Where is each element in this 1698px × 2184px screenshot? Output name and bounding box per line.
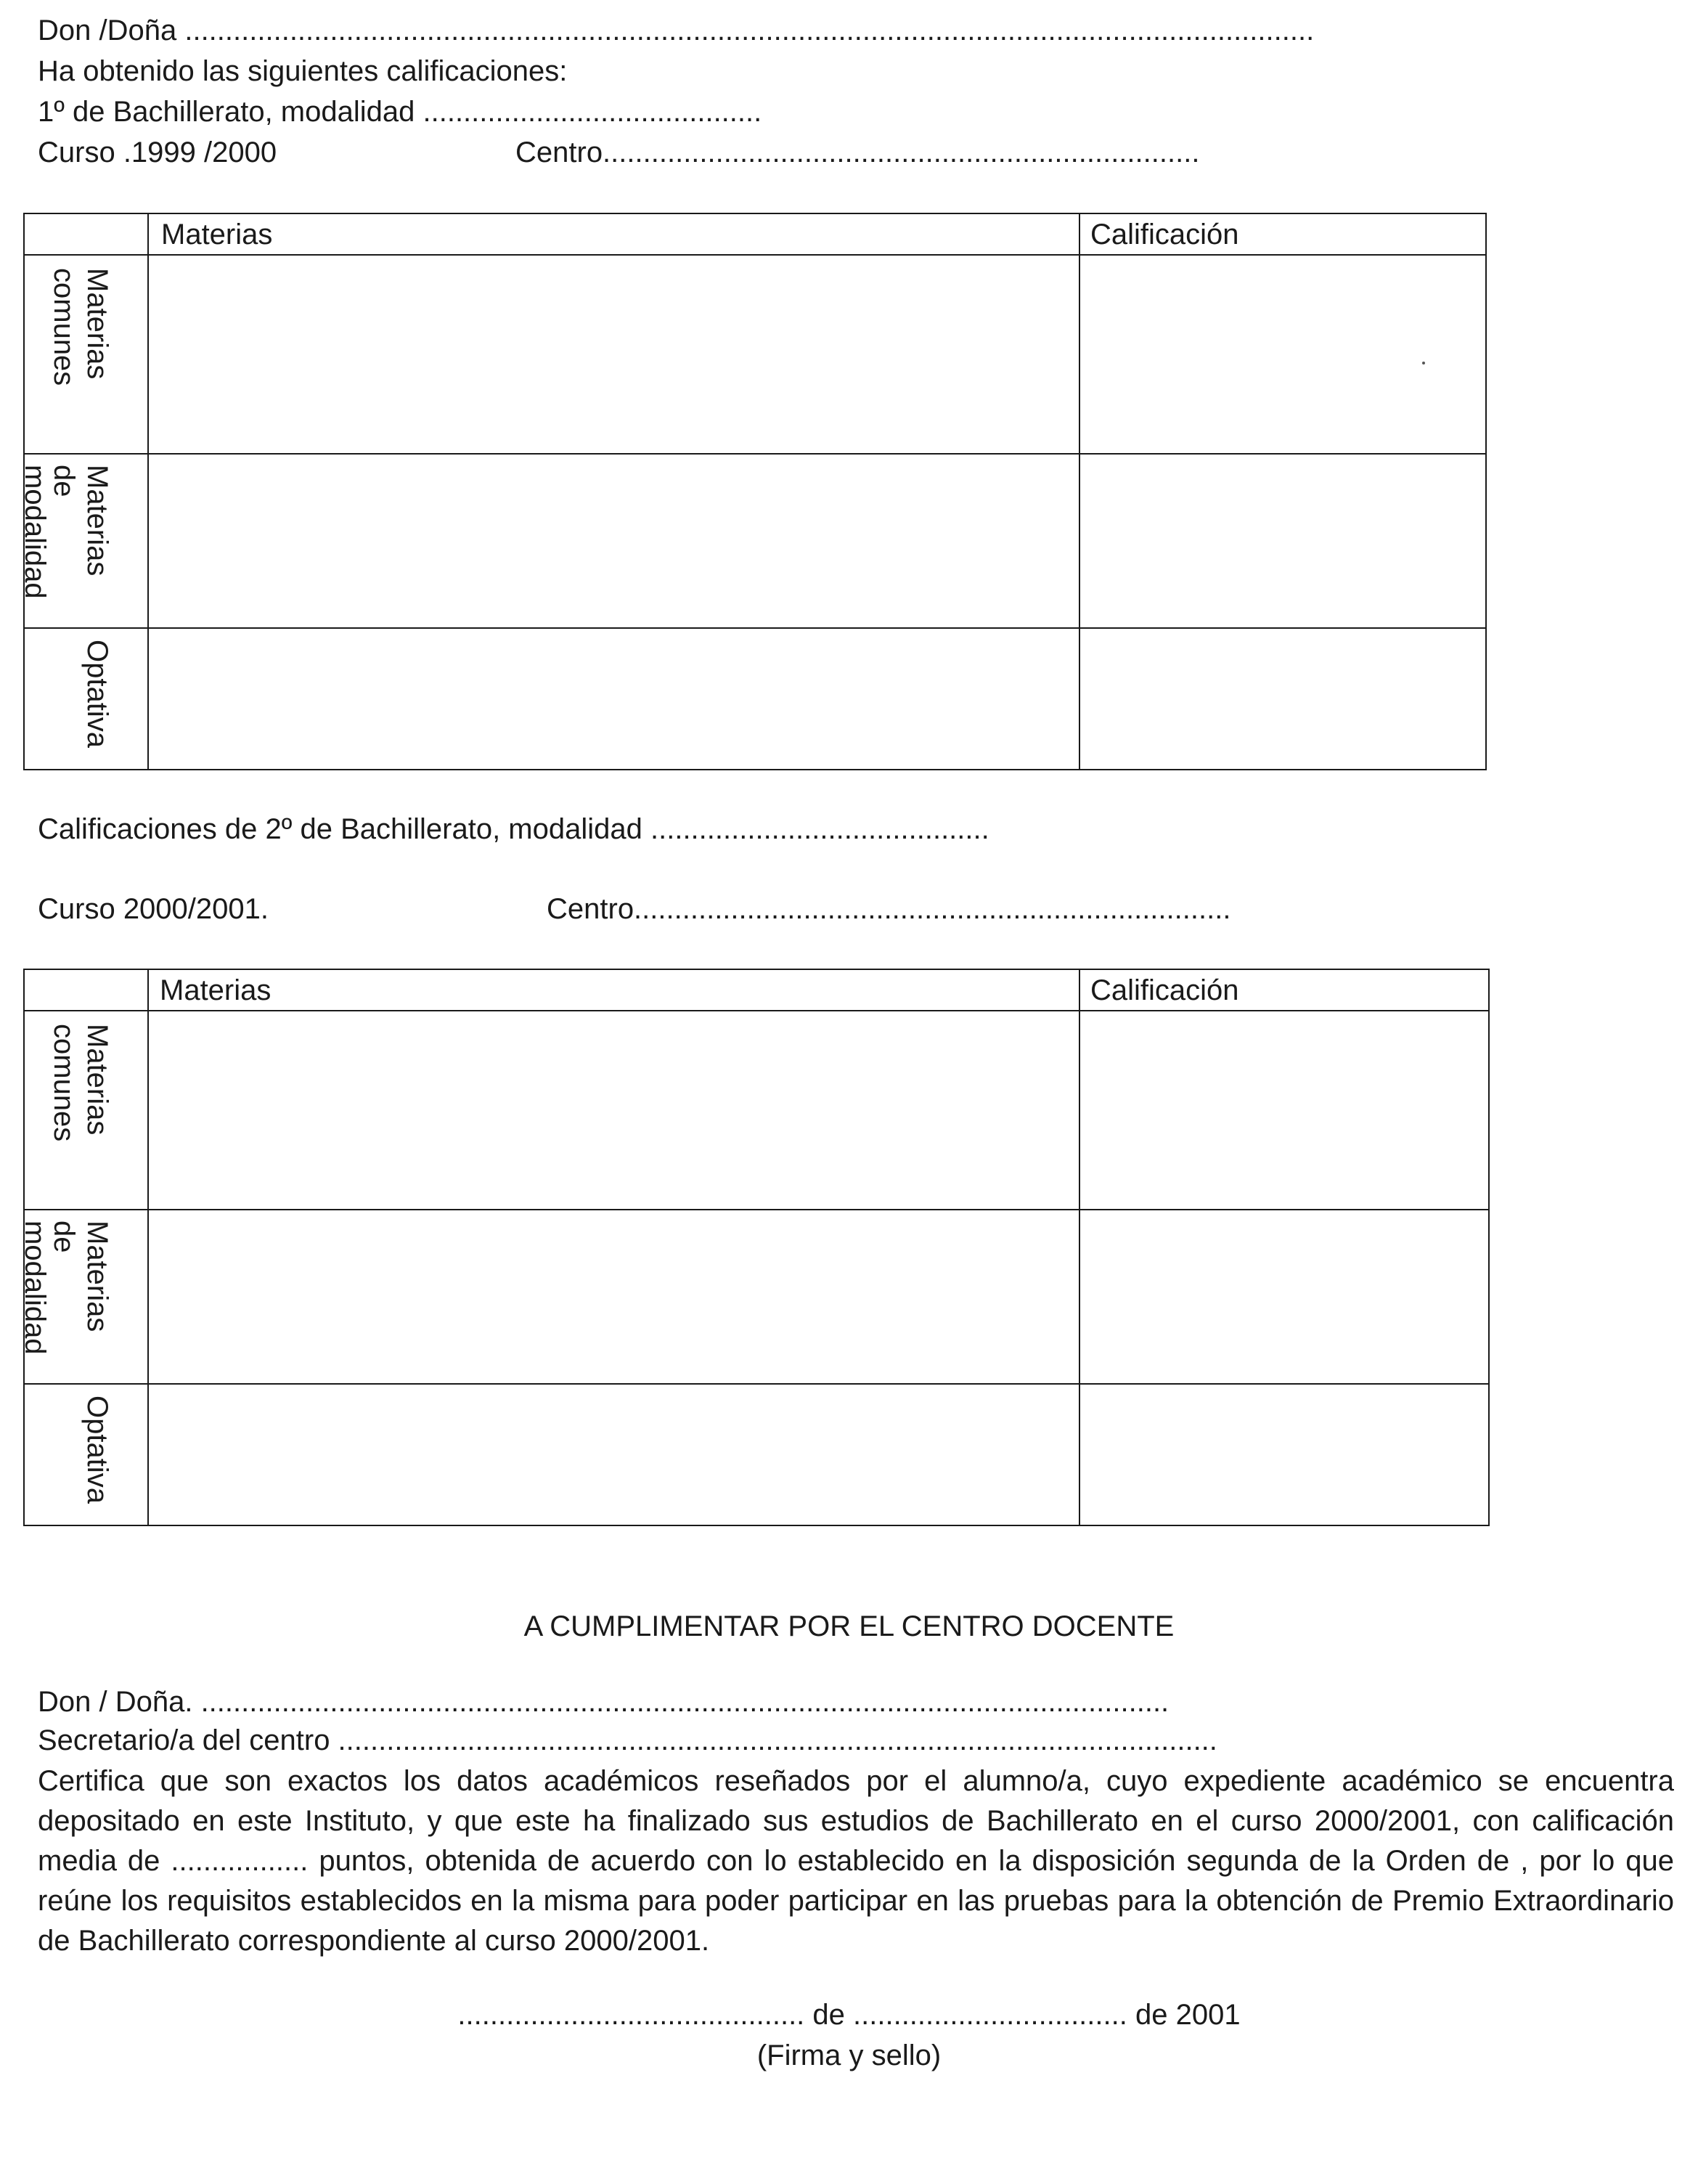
table2-header-calificacion: Calificación bbox=[1090, 974, 1239, 1006]
table2-header-materias: Materias bbox=[160, 974, 272, 1006]
table1-row-label-comunes: Materias bbox=[81, 268, 113, 380]
table2-row-divider-1 bbox=[25, 1209, 1488, 1210]
ha-obtenido-line: Ha obtenido las siguientes calificaciones: bbox=[38, 55, 568, 87]
grades-table-2 bbox=[19, 969, 1490, 1526]
curso-1999-line: Curso .1999 /2000 bbox=[38, 136, 277, 168]
table1-grade-divider bbox=[1079, 214, 1080, 769]
certifica-paragraph: Certifica que son exactos los datos académicos reseñados por el alumno/a, cuyo expediente académico se encuentra depositado en este Instituto, y que este ha finalizado sus estudios de Bachillerato en el curso 2000/2001, con calificación media de ................. puntos, obtenida de acuerdo con lo establecido en la disposición segunda de la Orden de , por lo que reúne los requisitos establecidos en la misma para poder participar en las pruebas para la obtención de Premio Extraordinario de Bachillerato correspondiente al curso 2000/2001. bbox=[38, 1765, 1674, 1957]
table2-row-label-modalidad: Materias bbox=[81, 1221, 113, 1332]
centro-1-line: Centro.......................................................................... bbox=[515, 136, 1200, 168]
table1-header-divider bbox=[25, 254, 1485, 256]
firma-y-sello: (Firma y sello) bbox=[756, 2040, 942, 2071]
table1-speck bbox=[1422, 362, 1425, 364]
centro-don-dona-line: Don / Doña. ........................................................................................................................ bbox=[38, 1686, 1170, 1718]
don-dona-line: Don /Doña ............................................................................................................................................ bbox=[38, 15, 1315, 46]
table1-header-materias: Materias bbox=[161, 219, 273, 250]
table1-row-divider-1 bbox=[25, 453, 1485, 455]
table1-label-divider bbox=[147, 214, 149, 769]
table1-row-label-modalidad-2: de bbox=[48, 465, 80, 497]
primero-modalidad-line: 1º de Bachillerato, modalidad .......................................... bbox=[38, 96, 762, 128]
table2-row-label-modalidad-2: de bbox=[48, 1221, 80, 1253]
fecha-line: ........................................... de .................................. de 2001 bbox=[457, 1999, 1241, 2031]
secretario-line: Secretario/a del centro ............................................................................................................. bbox=[38, 1724, 1217, 1756]
table2-label-divider bbox=[147, 970, 149, 1525]
table2-row-label-modalidad-3: modalidad bbox=[19, 1221, 51, 1355]
calificaciones-2-line: Calificaciones de 2º de Bachillerato, modalidad .......................................... bbox=[38, 813, 989, 845]
table2-grade-divider bbox=[1079, 970, 1080, 1525]
centro-docente-heading: A CUMPLIMENTAR POR EL CENTRO DOCENTE bbox=[523, 1610, 1175, 1642]
grades-table-1 bbox=[19, 213, 1487, 770]
curso-2000-line: Curso 2000/2001. bbox=[38, 893, 269, 925]
table1-header-calificacion: Calificación bbox=[1090, 219, 1239, 250]
centro-2-line: Centro.......................................................................... bbox=[547, 893, 1231, 925]
table2-row-divider-2 bbox=[25, 1383, 1488, 1385]
table1-row-label-modalidad-3: modalidad bbox=[19, 465, 51, 599]
table2-header-divider bbox=[25, 1010, 1488, 1011]
table1-row-label-comunes-2: comunes bbox=[48, 268, 80, 386]
table1-row-divider-2 bbox=[25, 627, 1485, 629]
table1-row-label-optativa: Optativa bbox=[81, 640, 113, 748]
table2-row-label-comunes: Materias bbox=[81, 1024, 113, 1136]
table2-row-label-comunes-2: comunes bbox=[48, 1024, 80, 1142]
table2-row-label-optativa: Optativa bbox=[81, 1395, 113, 1504]
table1-row-label-modalidad: Materias bbox=[81, 465, 113, 576]
